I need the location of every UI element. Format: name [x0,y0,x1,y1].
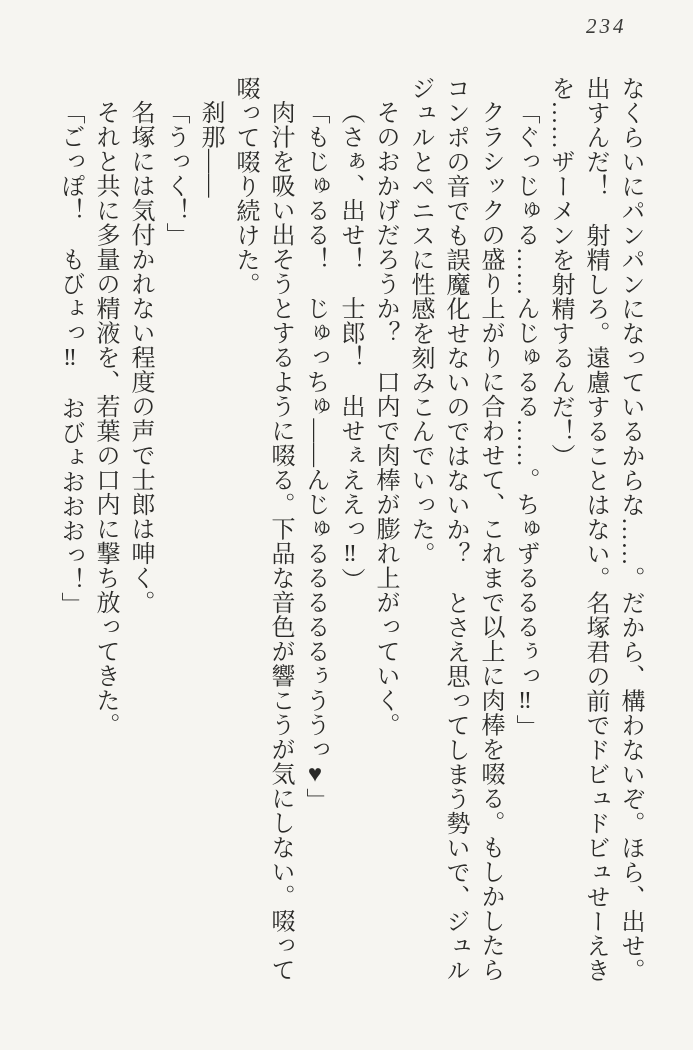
paragraph-narration: 刹那―― [197,100,223,198]
paragraph-dialogue: 「ごっぽ！ もびょっ‼ おびょおおおっ！」 [57,100,83,617]
paragraph-narration: 名塚には気付かれない程度の声で士郎は呻く。 [127,100,153,615]
paragraph-dialogue: 「うっく！」 [162,100,188,247]
paragraph-narration: クラシックの盛り上がりに合わせて、これまで以上に肉棒を啜る。もしかしたらコンポの音でも誤魔化せないのではないか？ とさえ思ってしまう勢いで、ジュルジュルとペニスに性感を刻みこんでいった。 [407,76,503,983]
paragraph-dialogue: 「もじゅるる！ じゅっちゅ――んじゅるるるるるぅううっ♥」 [302,100,328,813]
body-text [52,76,647,1002]
paragraph-narration: そのおかげだろうか？ 口内で肉棒が膨れ上がっていく。 [372,100,398,737]
paragraph-thought: （さぁ、出せ！ 士郎！ 出せぇええっ‼） [337,100,363,592]
page-number: 234 [586,14,627,38]
paragraph-narration: それと共に多量の精液を、若葉の口内に撃ち放ってきた。 [92,100,118,737]
paragraph-narration: 肉汁を吸い出そうとするように啜る。下品な音色が響こうが気にしない。啜って啜って啜り続けた。 [232,76,293,982]
paragraph-continuation: なくらいにパンパンになっているからな……。だから、構わないぞ。ほら、出せ。出すんだ！ 射精しろ。遠慮することはない。名塚君の前でドビュドビュせーえきを……ザーメンを射精するんだ！） [547,76,643,983]
paragraph-dialogue: 「ぐっじゅる……んじゅるる……。ちゅずるるるぅっ‼」 [512,100,538,739]
